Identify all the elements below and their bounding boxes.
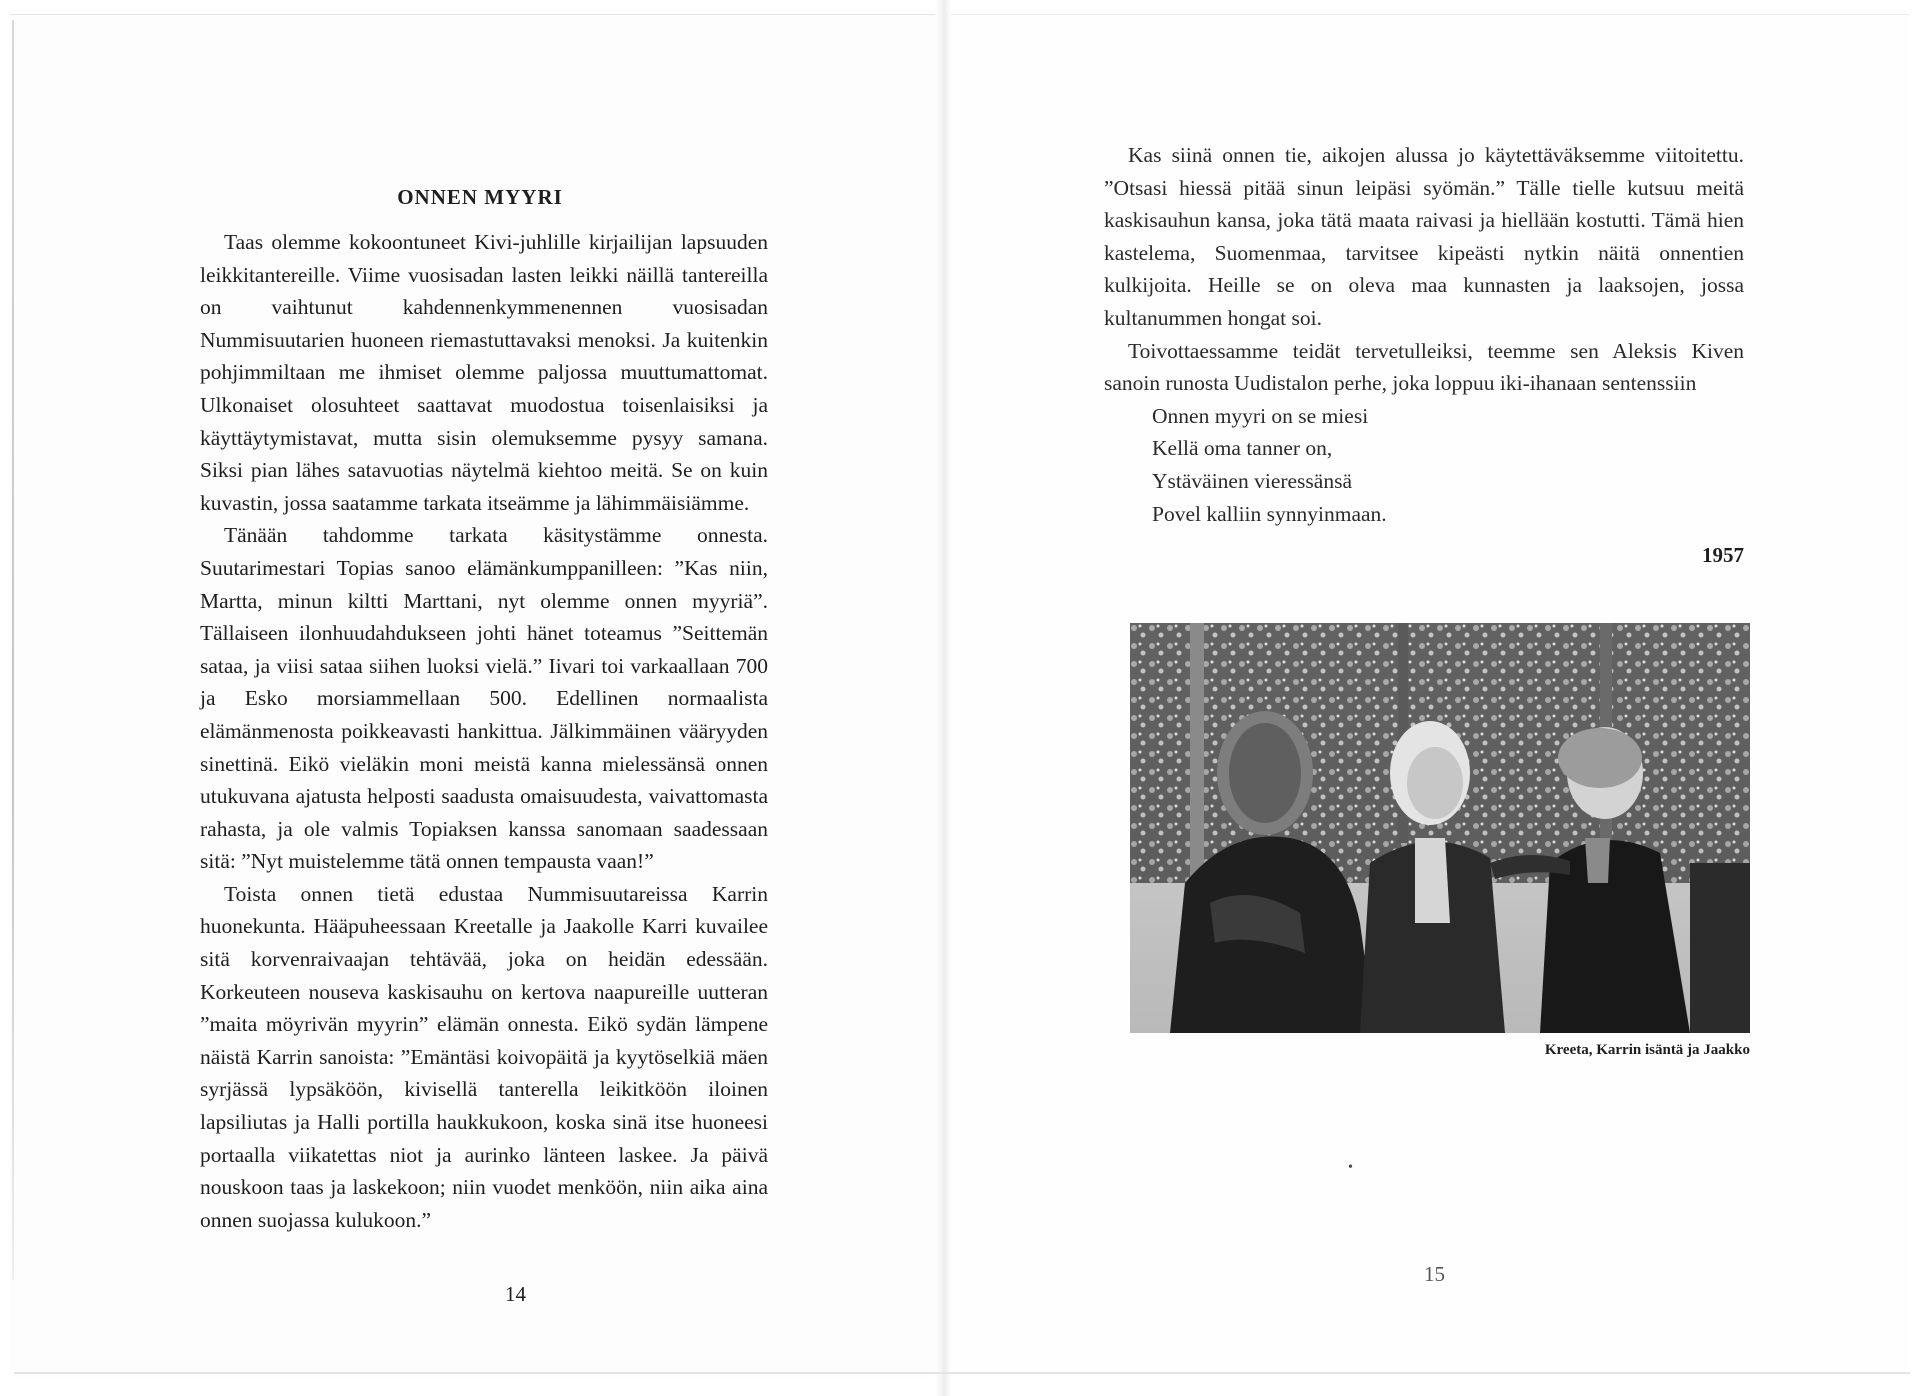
- page-bottom-edge: [14, 1372, 1910, 1374]
- paragraph: Kas siinä onnen tie, aikojen alussa jo käytettäväksemme viitoitettu. ”Otsasi hiessä pitää sinun leipäsi syömän.” Tälle tielle kutsuu meitä kaskisauhun kansa, joka tätä maata raivasi ja hiellään kostutti. Tämä hien kastelema, Suomenmaa, tarvitsee kipeästi nytkin näitä onnentien kulkijoita. Heille se on oleva maa kunnasten ja laaksojen, jossa kultanummen hongat soi.: [1104, 143, 1744, 330]
- page-number-left: 14: [505, 1282, 526, 1306]
- poem-line: Povel kalliin synnyinmaan.: [1152, 501, 1387, 526]
- book-gutter: [935, 0, 951, 1396]
- page-number-right: 15: [1424, 1262, 1445, 1286]
- photograph: [1130, 623, 1750, 1033]
- poem-line: Onnen myyri on se miesi: [1152, 403, 1369, 428]
- paragraph: Toivottaessamme teidät tervetulleiksi, teemme sen Aleksis Kiven sanoin runosta Uudistalon perhe, joka loppuu iki-ihanaan sentenssiin: [1104, 338, 1744, 396]
- poem-line: Kellä oma tanner on,: [1152, 436, 1333, 461]
- year-label: 1957: [1702, 543, 1744, 567]
- page-edge: [12, 20, 14, 1280]
- paragraph: Tänään tahdomme tarkata käsitystämme onnesta. Suutarimestari Topias sanoo elämänkumppanilleen: ”Kas niin, Martta, minun kiltti Marttani, nyt olemme onnen myyriä”. Tällaiseen ilonhuudahdukseen johti hänet toteamus ”Seittemän sataa, ja viisi sataa siihen luoksi vielä.” Iivari toi varkaallaan 700 ja Esko morsiammellaan 500. Edellinen normaalista elämänmenosta poikkeavasti hankittua. Jälkimmäinen vääryyden sinettinä. Eikö vieläkin moni meistä kanna mielessänsä onnen utukuvana ajatusta helposti saadusta omaisuudesta, vaivattomasta rahasta, ja ole valmis Topiaksen kanssa sanomaan saadessaan sitä: ”Nyt muistelemme tätä onnen tempausta vaan!”: [200, 523, 768, 874]
- right-page-body: [1104, 139, 1744, 530]
- photo-caption: Kreeta, Karrin isäntä ja Jaakko: [1544, 1042, 1750, 1058]
- ink-speck: •: [1348, 1160, 1353, 1175]
- photo-illustration: [1130, 623, 1750, 1033]
- chapter-title: ONNEN MYYRI: [397, 185, 563, 209]
- paragraph: Taas olemme kokoontuneet Kivi-juhlille kirjailijan lapsuuden leikkitantereille. Viime vuosisadan lasten leikki näillä tantereilla on vaihtunut kahdennenkymmenennen vuosisadan Nummisuutarien huoneen riemastuttavaksi menoksi. Ja kuitenkin pohjimmiltaan me ihmiset olemme paljossa muuttumattomat. Ulkonaiset olosuhteet saattavat muodostua toisenlaisiksi ja käyttäytymistavat, mutta sisin olemuksemme pysyy samana. Siksi pian lähes satavuotias näytelmä kiehtoo meitä. Se on kuin kuvastin, jossa saatamme tarkata itseämme ja lähimmäisiämme.: [200, 230, 768, 515]
- poem-line: Ystäväinen vieressänsä: [1152, 468, 1352, 493]
- poem: [1104, 400, 1744, 530]
- paragraph: Toista onnen tietä edustaa Nummisuutareissa Karrin huonekunta. Hääpuheessaan Kreetalle ja Jaakolle Karri kuvailee sitä korvenraivaajan tehtävää, joka on heidän edessään. Korkeuteen nouseva kaskisauhu on kertova naapureille uutteran ”maita möyrivän myyrin” elämän onnesta. Eikö sydän lämpene näistä Karrin sanoista: ”Emäntäsi koivopäitä ja kyytöselkiä mäen syrjässä lypsäköön, kivisellä tanterella leikitköön iloinen lapsiliutas ja Halli portilla haukkukoon, koska sinä itse huoneesi portaalla viikatettas niot ja aurinko länteen laskee. Ja päivä nouskoon taas ja laskekoon; niin vuodet menköön, niin aika aina onnen suojassa kulukoon.”: [200, 881, 768, 1232]
- left-page-body: [200, 226, 768, 1236]
